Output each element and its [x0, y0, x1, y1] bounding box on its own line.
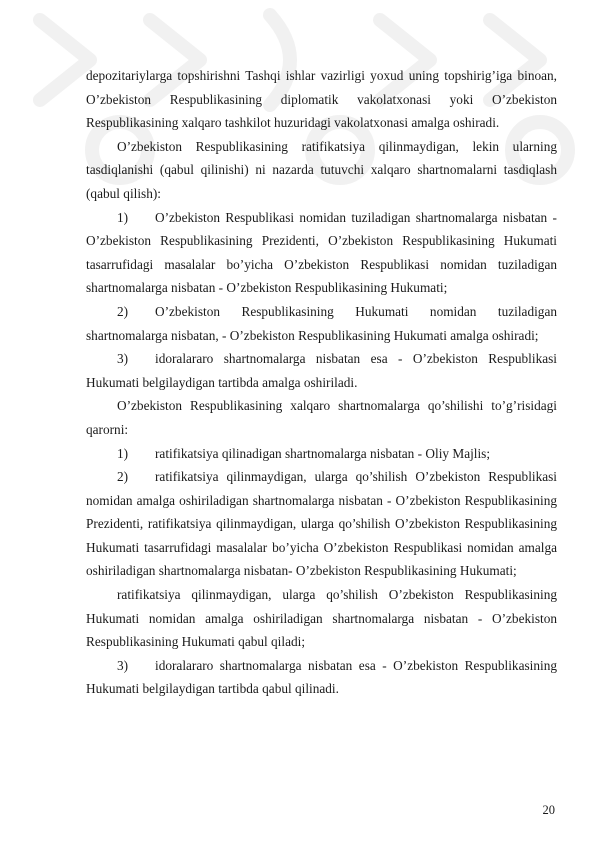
- list-item: [86, 206, 557, 300]
- document-body: [86, 64, 557, 701]
- list-item-number: 1): [117, 209, 129, 225]
- list-item: [86, 347, 557, 394]
- list-item-number: 1): [117, 445, 129, 461]
- list-item-text: ratifikatsiya qilinadigan shartnomalarga nisbatan - Oliy Majlis;: [155, 445, 491, 461]
- paragraph: depozitariylarga topshirishni Tashqi ishlar vazirligi yoxud uning topshirig’iga binoan, O’zbekiston Respublikasining diplomatik vakolatxonasi yoki O’zbekiston Respublikasining xalqaro tashkilot huzuridagi vakolatxonasi amalga oshiradi.: [86, 68, 557, 131]
- list-item: [86, 442, 557, 466]
- list-item-text: idoralararo shartnomalarga nisbatan esa - O’zbekiston Respublikasining Hukumati belgilaydigan tartibda qabul qilinadi.: [86, 657, 557, 697]
- list-item-text: O’zbekiston Respublikasi nomidan tuziladigan shartnomalarga nisbatan - O’zbekiston Respublikasining Prezidenti, O’zbekiston Respublikasining Hukumati tasarrufidagi masalalar bo’yicha O’zbekiston Respublikasi nomidan tuziladigan shartnomalarga nisbatan - O’zbekiston Respublikasining Hukumati;: [86, 209, 557, 296]
- paragraph: O’zbekiston Respublikasining xalqaro shartnomalarga qo’shilishi to’g’risidagi qarorni:: [86, 398, 557, 437]
- page-number: 20: [542, 803, 555, 817]
- list-item-text: ratifikatsiya qilinmaydigan, ularga qo’shilish O’zbekiston Respublikasi nomidan amalga oshiriladigan shartnomalarga nisbatan - O’zbekiston Respublikasining Prezidenti, ratifikatsiya qilinmaydigan, ularga qo’shilish O’zbekiston Respublikasining Hukumati tasarrufidagi masalalar bo’yicha O’zbekiston Respublikasi nomidan amalga oshiriladigan shartnomalarga nisbatan- O’zbekiston Respublikasining Hukumati;: [86, 469, 557, 579]
- list-item-number: 2): [117, 303, 129, 319]
- list-item-text: O’zbekiston Respublikasining Hukumati nomidan tuziladigan shartnomalarga nisbatan, - O’zbekiston Respublikasining Hukumati amalga oshiradi;: [86, 303, 557, 343]
- paragraph: O’zbekiston Respublikasining ratifikatsiya qilinmaydigan, lekin ularning tasdiqlanishi (qabul qilinishi) ni nazarda tutuvchi xalqaro shartnomalarni tasdiqlash (qabul qilish):: [86, 138, 557, 201]
- list-item-number: 3): [117, 351, 129, 367]
- list-item: [86, 654, 557, 701]
- list-item-number: 3): [117, 657, 129, 673]
- list-item-number: 2): [117, 469, 129, 485]
- list-item-text: idoralararo shartnomalarga nisbatan esa - O’zbekiston Respublikasi Hukumati belgilaydigan tartibda amalga oshiriladi.: [86, 351, 557, 390]
- paragraph: ratifikatsiya qilinmaydigan, ularga qo’shilish O’zbekiston Respublikasining Hukumati nomidan amalga oshiriladigan shartnomalarga nisbatan - O’zbekiston Respublikasining Hukumati qabul qiladi;: [86, 587, 557, 650]
- list-item: [86, 465, 557, 583]
- list-item: [86, 300, 557, 347]
